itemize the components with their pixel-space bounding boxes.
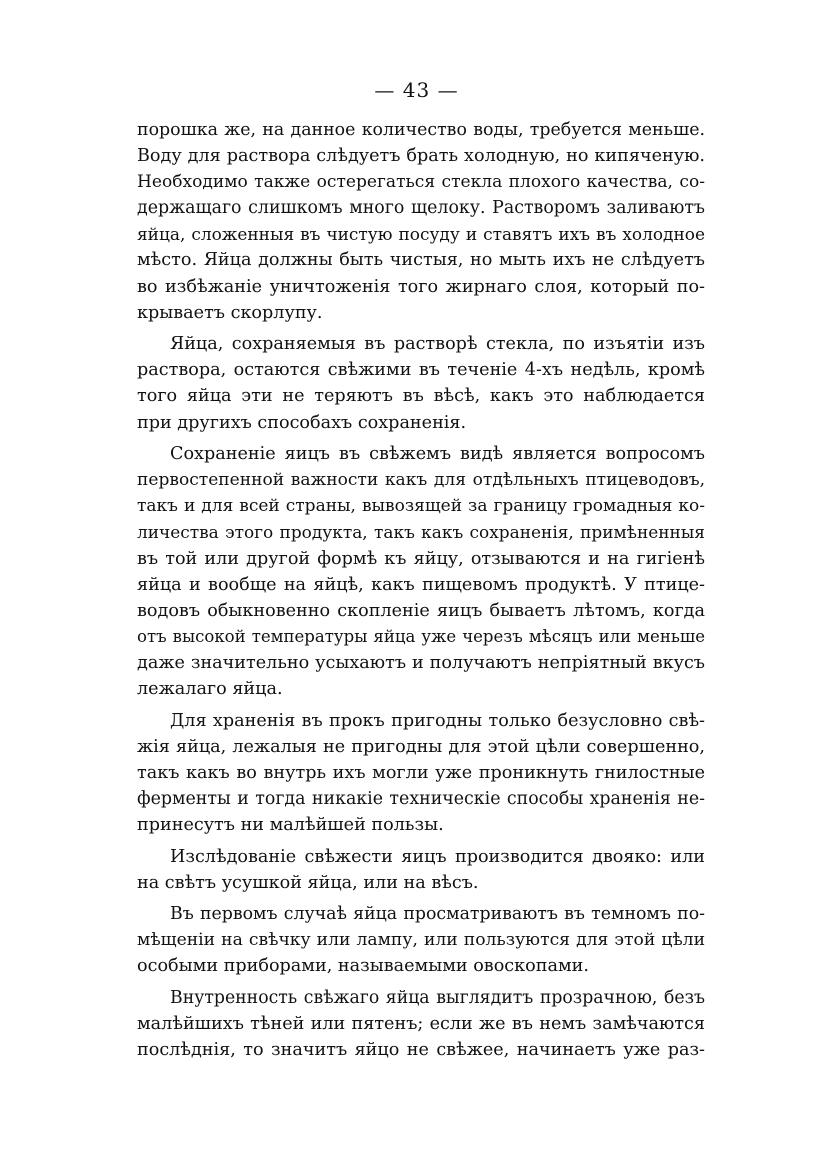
text-line: жія яйца, лежалыя не пригодны для этой цѣли совершенно, bbox=[137, 736, 705, 757]
paragraph-4 bbox=[137, 708, 705, 838]
text-line: крываетъ скорлупу. bbox=[137, 302, 323, 323]
body-text bbox=[137, 117, 705, 1063]
text-line: Яйца, сохраняемыя въ растворѣ стекла, по изъятіи изъ bbox=[170, 334, 705, 355]
text-line: принесутъ ни малѣйшей пользы. bbox=[137, 814, 444, 835]
text-line: на свѣтъ усушкой яйца, или на вѣсъ. bbox=[137, 872, 479, 893]
text-line: лежалаго яйца. bbox=[137, 678, 283, 699]
text-line: при другихъ способахъ сохраненія. bbox=[137, 412, 467, 433]
text-line: Необходимо также остерегаться стекла плохого качества, со- bbox=[137, 172, 705, 193]
text-line: раствора, остаются свѣжими въ теченіе 4-хъ недѣль, кромѣ bbox=[137, 360, 705, 381]
text-line: даже значительно усыхаютъ и получаютъ непріятный вкусъ bbox=[137, 652, 705, 673]
text-line: отъ высокой температуры яйца уже черезъ мѣсяцъ или меньше bbox=[137, 626, 705, 646]
text-line: яйца, сложенныя въ чистую посуду и ставятъ ихъ въ холодное bbox=[137, 224, 705, 245]
paragraph-2 bbox=[137, 331, 705, 435]
text-line: Внутренность свѣжаго яйца выглядитъ прозрачною, безъ bbox=[170, 988, 705, 1008]
text-line: яйца и вообще на яйцѣ, какъ пищевомъ продуктѣ. У птице- bbox=[137, 574, 705, 595]
paragraph-6 bbox=[137, 901, 705, 979]
text-line: держащаго слишкомъ много щелоку. Растворомъ заливаютъ bbox=[137, 198, 705, 219]
text-line: Воду для раствора слѣдуетъ брать холодную, но кипяченую. bbox=[137, 146, 705, 167]
text-line: порошка же, на данное количество воды, требуется меньше. bbox=[137, 120, 705, 140]
text-line: во избѣжаніе уничтоженія того жирнаго слоя, который по- bbox=[137, 276, 705, 297]
paragraph-1 bbox=[137, 117, 705, 326]
text-line: такъ и для всей страны, вывозящей за границу громадныя ко- bbox=[137, 496, 705, 517]
text-line: того яйца эти не теряютъ въ вѣсѣ, какъ это наблюдается bbox=[137, 386, 705, 407]
text-line: ферменты и тогда никакіе техническіе способы храненія не- bbox=[137, 788, 705, 809]
text-line: такъ какъ во внутрь ихъ могли уже проникнуть гнилостные bbox=[137, 762, 705, 783]
paragraph-5 bbox=[137, 844, 705, 896]
text-line: въ той или другой формѣ къ яйцу, отзываются и на гигіенѣ bbox=[137, 548, 705, 569]
text-line: мѣщеніи на свѣчку или лампу, или пользуются для этой цѣли bbox=[137, 930, 705, 951]
text-line: мѣсто. Яйца должны быть чистыя, но мыть ихъ не слѣдуетъ bbox=[137, 250, 705, 271]
text-line: водовъ обыкновенно скопленіе яицъ бываетъ лѣтомъ, когда bbox=[137, 600, 705, 621]
text-line: Въ первомъ случаѣ яйца просматриваютъ въ темномъ по- bbox=[170, 904, 705, 925]
text-line: личества этого продукта, такъ какъ сохраненія, примѣненныя bbox=[137, 522, 705, 543]
text-line: Сохраненіе яицъ въ свѣжемъ видѣ является вопросомъ bbox=[170, 444, 705, 465]
paragraph-3 bbox=[137, 441, 705, 702]
text-line: Изслѣдованіе свѣжести яицъ производится двояко: или bbox=[170, 846, 705, 867]
text-line: послѣднія, то значитъ яйцо не свѣжее, начинаетъ уже раз- bbox=[137, 1040, 705, 1061]
text-line: малѣйшихъ тѣней или пятенъ; если же въ немъ замѣчаются bbox=[137, 1014, 705, 1035]
paragraph-7 bbox=[137, 985, 705, 1063]
text-line: особыми приборами, называемыми овоскопами. bbox=[137, 956, 589, 977]
text-line: первостепенной важности какъ для отдѣльныхъ птицеводовъ, bbox=[137, 470, 705, 491]
text-line: Для храненія въ прокъ пригодны только безусловно свѣ- bbox=[170, 710, 705, 731]
page-number: — 43 — bbox=[374, 78, 459, 102]
